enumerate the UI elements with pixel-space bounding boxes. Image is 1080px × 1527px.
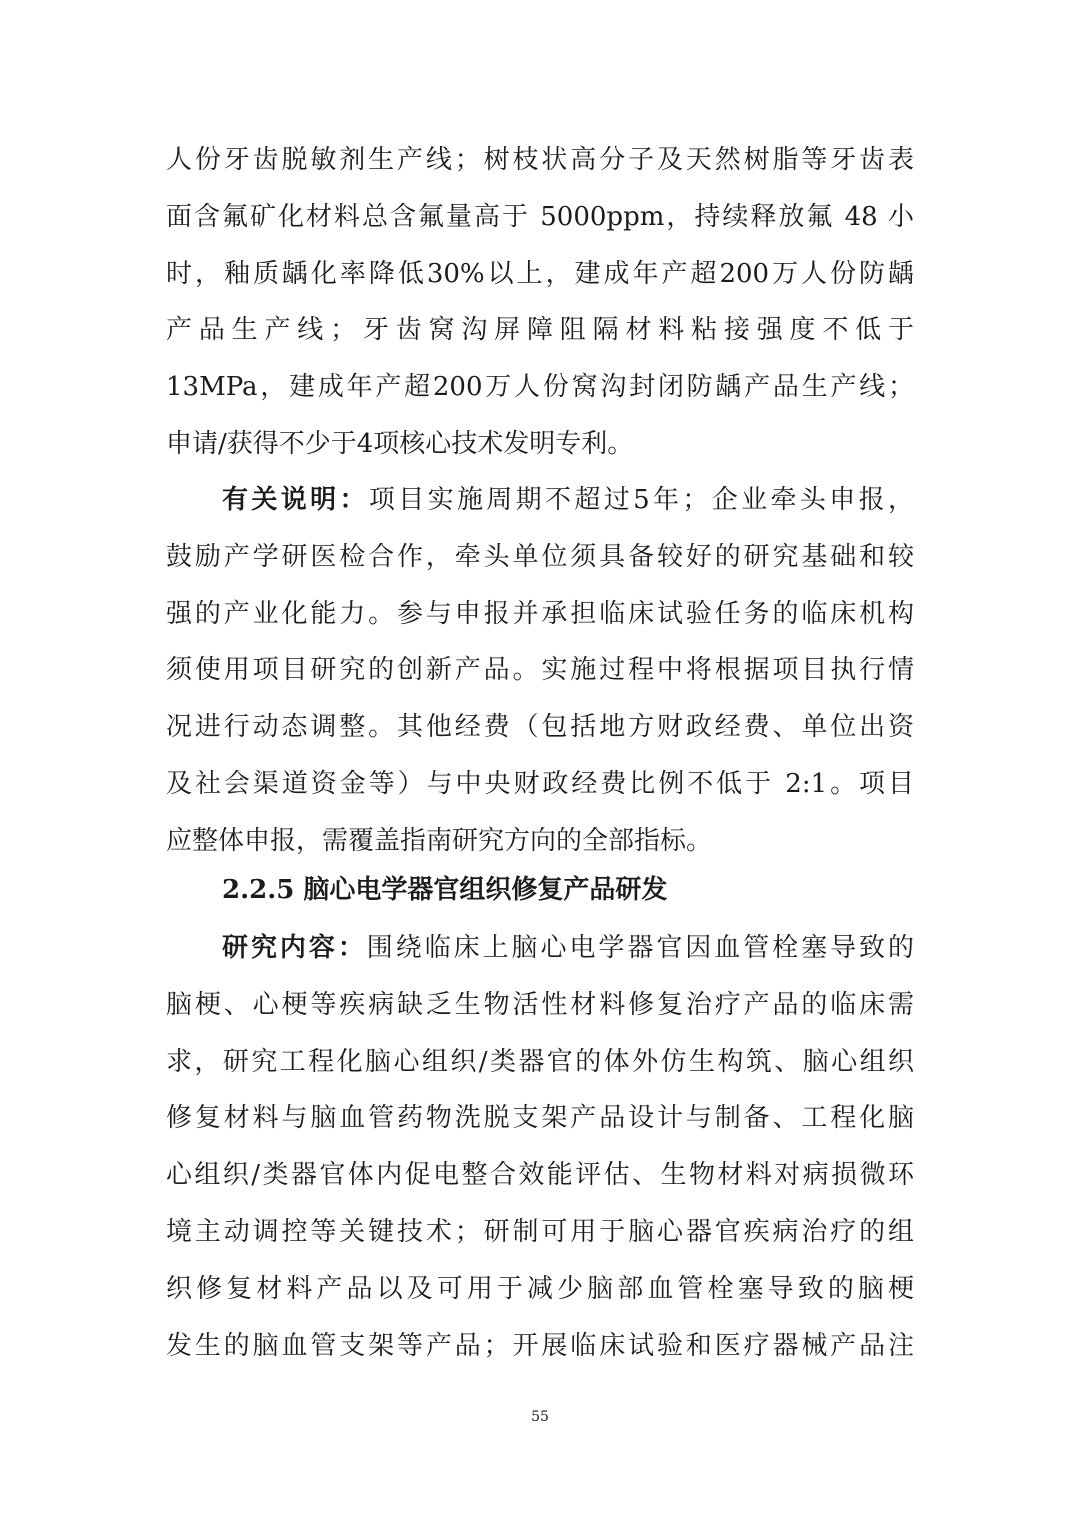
text-line: 强的产业化能力。参与申报并承担临床试验任务的临床机构: [166, 598, 914, 629]
text-line: [166, 920, 914, 977]
text-line: 申请/获得不少于4项核心技术发明专利。: [166, 428, 634, 459]
text-line: 鼓励产学研医检合作，牵头单位须具备较好的研究基础和较: [166, 541, 914, 572]
text-line: 织修复材料产品以及可用于减少脑部血管栓塞导致的脑梗: [166, 1273, 914, 1304]
text-line: 修复材料与脑血管药物洗脱支架产品设计与制备、工程化脑: [166, 1103, 914, 1134]
paragraph-research-content: [166, 920, 914, 1374]
text-line: 境主动调控等关键技术；研制可用于脑心器官疾病治疗的组: [166, 1216, 914, 1247]
text-line: 时，釉质龋化率降低30%以上，建成年产超200万人份防龋: [166, 258, 914, 289]
text-line: 心组织/类器官体内促电整合效能评估、生物材料对病损微环: [166, 1160, 914, 1191]
text-line: 脑梗、心梗等疾病缺乏生物活性材料修复治疗产品的临床需: [166, 989, 914, 1020]
text-line: 况进行动态调整。其他经费（包括地方财政经费、单位出资: [166, 712, 914, 743]
text-line: 求，研究工程化脑心组织/类器官的体外仿生构筑、脑心组织: [166, 1046, 914, 1077]
text-line: 产品生产线；牙齿窝沟屏障阻隔材料粘接强度不低于: [166, 315, 914, 346]
text-line: 发生的脑血管支架等产品；开展临床试验和医疗器械产品注: [166, 1330, 914, 1361]
text-line: 应整体申报，需覆盖指南研究方向的全部指标。: [166, 825, 713, 856]
paragraph-continuation: [166, 132, 914, 473]
research-label: 研究内容：: [222, 933, 367, 963]
notes-first-line: 项目实施周期不超过5年；企业牵头申报，: [368, 485, 914, 515]
text-line: [166, 472, 914, 529]
text-line: 13MPa，建成年产超200万人份窝沟封闭防龋产品生产线；: [166, 372, 914, 403]
page-number: 55: [531, 1409, 549, 1425]
text-line: 人份牙齿脱敏剂生产线；树枝状高分子及天然树脂等牙齿表: [166, 145, 914, 175]
text-line: 面含氟矿化材料总含氟量高于 5000ppm，持续释放氟 48 小: [166, 201, 914, 232]
text-line: 须使用项目研究的创新产品。实施过程中将根据项目执行情: [166, 655, 914, 686]
notes-label: 有关说明：: [222, 485, 369, 515]
paragraph-notes: [166, 472, 914, 870]
text-line: 及社会渠道资金等）与中央财政经费比例不低于 2:1。项目: [166, 768, 914, 799]
section-heading: 2.2.5 脑心电学器官组织修复产品研发: [222, 875, 668, 905]
research-first-line: 围绕临床上脑心电学器官因血管栓塞导致的: [366, 933, 914, 963]
